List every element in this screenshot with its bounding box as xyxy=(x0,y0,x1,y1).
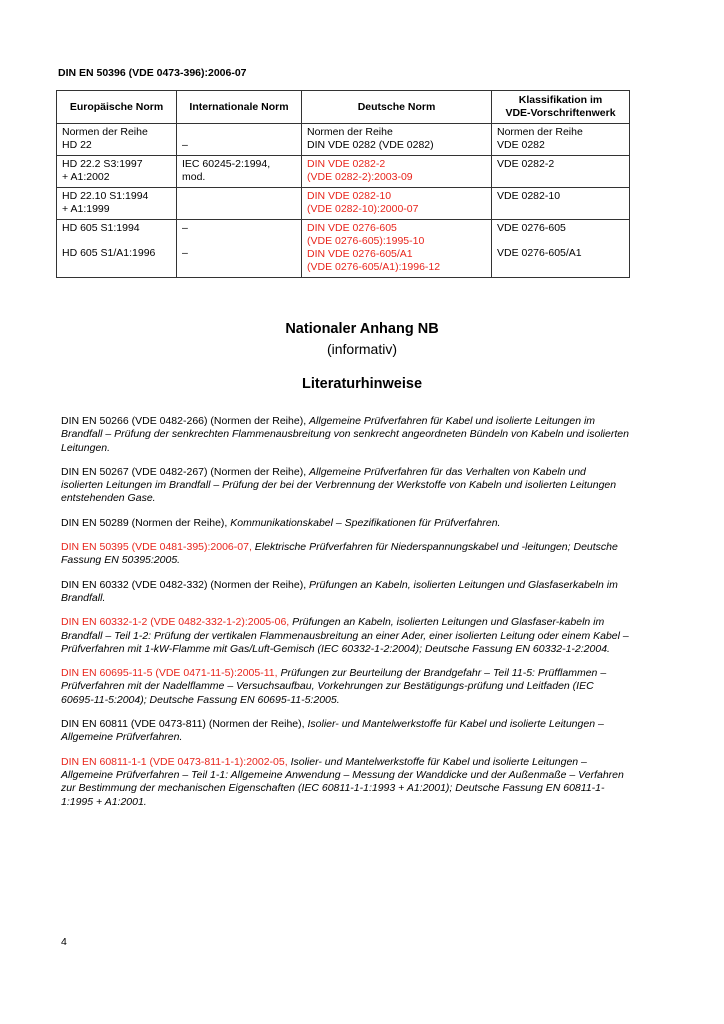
cell-line: DIN VDE 0282-2 xyxy=(307,158,386,170)
cell-line: DIN VDE 0276-605 xyxy=(307,222,397,234)
reference-title: Prüfungen an Kabeln, isolierten Leitungen und Glasfaser-kabeln im Brandfall – Teil 1-2: Prüfung der vertikalen Flammenausbreitung an einer Ader, einer isolierten Leitung oder einem Kabel – Prüfverfahren mit 1-kW-Flamme mit Gas/Luft-Gemisch (IEC 60332-1-2:2004); Deutsche Fassung EN 60332-1-2:2004. xyxy=(61,616,629,655)
cell-line: IEC 60245-2:1994, xyxy=(182,158,271,170)
page-number: 4 xyxy=(61,936,67,948)
cell-line: – xyxy=(182,222,188,234)
cell-line: VDE 0282-10 xyxy=(497,190,561,202)
cell-classification xyxy=(492,156,630,188)
cell-line: (VDE 0282-10):2000-07 xyxy=(307,203,419,215)
cell-classification xyxy=(492,220,630,278)
cell-german xyxy=(302,188,492,220)
references-list xyxy=(61,415,629,820)
cell-line: (VDE 0276-605/A1):1996-12 xyxy=(307,261,441,273)
reference-item xyxy=(61,718,629,745)
cell-line: (VDE 0282-2):2003-09 xyxy=(307,171,413,183)
reference-item xyxy=(61,541,629,568)
header-german-norm: Deutsche Norm xyxy=(302,91,492,124)
cell-european xyxy=(57,124,177,156)
bibliography-heading: Literaturhinweise xyxy=(301,376,423,392)
cell-line: Normen der Reihe xyxy=(497,126,583,138)
table-row xyxy=(57,124,630,156)
cell-line: (VDE 0276-605):1995-10 xyxy=(307,235,425,247)
cell-line: – xyxy=(182,247,188,259)
cell-international xyxy=(177,220,302,278)
reference-title: Prüfungen an Kabeln, isolierten Leitungen und Glasfaserkabeln im Brandfall. xyxy=(61,578,618,604)
cell-line: DIN VDE 0276-605/A1 xyxy=(307,248,413,260)
cell-line: DIN VDE 0282 (VDE 0282) xyxy=(307,139,434,151)
table-row xyxy=(57,220,630,278)
cell-spacer xyxy=(62,235,172,247)
cell-spacer xyxy=(182,235,297,247)
reference-id: DIN EN 60332 (VDE 0482-332) (Normen der Reihe), xyxy=(61,578,307,591)
cell-line: HD 605 S1:1994 xyxy=(62,222,140,234)
table-row xyxy=(57,156,630,188)
document-header: DIN EN 50396 (VDE 0473-396):2006-07 xyxy=(58,67,247,79)
cell-line: HD 605 S1/A1:1996 xyxy=(62,247,156,259)
cell-line: mod. xyxy=(182,171,206,183)
reference-id-link[interactable]: DIN EN 60695-11-5 (VDE 0471-11-5):2005-11, xyxy=(61,667,278,680)
reference-item xyxy=(61,415,629,455)
annex-subtitle: (informativ) xyxy=(326,341,397,357)
cell-line: VDE 0276-605 xyxy=(497,222,566,234)
reference-id: DIN EN 50267 (VDE 0482-267) (Normen der Reihe), xyxy=(61,465,307,478)
cell-line: VDE 0276-605/A1 xyxy=(497,247,582,259)
cell-european xyxy=(57,188,177,220)
reference-id-link[interactable]: DIN EN 50395 (VDE 0481-395):2006-07, xyxy=(61,541,252,554)
cell-international xyxy=(177,124,302,156)
header-european-norm: Europäische Norm xyxy=(57,91,177,124)
norms-table xyxy=(56,90,630,278)
reference-title: Isolier- und Mantelwerkstoffe für Kabel und isolierte Leitungen – Allgemeine Prüfverfahren – Teil 1-1: Allgemeine Anwendung – Messung der Wanddicke und der Außenmaße – Verfahren zur Bestimmung der mechanischen Eigenschaften (IEC 60811-1-1:1993 + A1:2001); Deutsche Fassung EN 60811-1-1:1995 + A1:2001. xyxy=(61,755,624,808)
cell-line: VDE 0282 xyxy=(497,139,545,151)
cell-spacer xyxy=(497,235,625,247)
table-header-row xyxy=(57,91,630,124)
reference-title: Allgemeine Prüfverfahren für Kabel und isolierte Leitungen im Brandfall – Prüfung der senkrechten Flammenausbreitung von senkrecht angeordneten Bündeln von Kabeln und isolierten Leitungen. xyxy=(61,415,629,454)
reference-title: Prüfungen zur Beurteilung der Brandgefahr – Teil 11-5: Prüfflammen – Prüfverfahren mit der Nadelflamme – Versuchsaufbau, Vorkehrungen zur Bestätigungs-prüfung und Leitfaden (IEC 60695-11-5:2004); Deutsche Fassung EN 60695-11-5:2005. xyxy=(61,667,607,706)
cell-line: HD 22.10 S1:1994 xyxy=(62,190,149,202)
cell-line: VDE 0282-2 xyxy=(497,158,555,170)
cell-line: + A1:2002 xyxy=(62,171,110,183)
header-classification-line1: Klassifikation im xyxy=(518,94,603,106)
reference-id-link[interactable]: DIN EN 60332-1-2 (VDE 0482-332-1-2):2005-06, xyxy=(61,616,290,629)
header-classification xyxy=(492,91,630,124)
cell-line: HD 22 xyxy=(62,139,92,151)
reference-item xyxy=(61,517,629,530)
reference-item xyxy=(61,579,629,606)
cell-german xyxy=(302,220,492,278)
reference-item xyxy=(61,756,629,809)
cell-line xyxy=(182,126,297,139)
reference-item xyxy=(61,466,629,506)
reference-title: Allgemeine Prüfverfahren für das Verhalten von Kabeln und isolierten Leitungen im Brandfall – Prüfung der bei der Verbrennung der Werkstoffe von Kabeln und isolierten Leitungen entstehenden Gase. xyxy=(61,465,617,505)
cell-international xyxy=(177,156,302,188)
cell-german xyxy=(302,156,492,188)
cell-line: DIN VDE 0282-10 xyxy=(307,190,392,202)
cell-german xyxy=(302,124,492,156)
cell-line: Normen der Reihe xyxy=(307,126,393,138)
cell-international xyxy=(177,188,302,220)
annex-title: Nationaler Anhang NB xyxy=(285,321,439,337)
header-classification-line2: VDE-Vorschriftenwerk xyxy=(505,107,616,119)
reference-item xyxy=(61,616,629,656)
cell-line: Normen der Reihe xyxy=(62,126,148,138)
cell-european xyxy=(57,220,177,278)
reference-title: Elektrische Prüfverfahren für Niederspannungskabel und -leitungen; Deutsche Fassung EN 50395:2005. xyxy=(61,541,618,567)
reference-id-link[interactable]: DIN EN 60811-1-1 (VDE 0473-811-1-1):2002-05, xyxy=(61,755,288,768)
cell-line: + A1:1999 xyxy=(62,203,110,215)
reference-id: DIN EN 50266 (VDE 0482-266) (Normen der Reihe), xyxy=(61,415,307,427)
cell-classification xyxy=(492,188,630,220)
reference-id: DIN EN 50289 (Normen der Reihe), xyxy=(61,516,228,529)
reference-title: Isolier- und Mantelwerkstoffe für Kabel und isolierte Leitungen – Allgemeine Prüfverfahren. xyxy=(61,718,604,744)
reference-item xyxy=(61,667,629,707)
cell-classification xyxy=(492,124,630,156)
cell-line: – xyxy=(182,139,188,151)
reference-title: Kommunikationskabel – Spezifikationen für Prüfverfahren. xyxy=(230,516,501,529)
cell-european xyxy=(57,156,177,188)
reference-id: DIN EN 60811 (VDE 0473-811) (Normen der Reihe), xyxy=(61,718,305,731)
table-row xyxy=(57,188,630,220)
cell-line: HD 22.2 S3:1997 xyxy=(62,158,143,170)
header-international-norm: Internationale Norm xyxy=(177,91,302,124)
